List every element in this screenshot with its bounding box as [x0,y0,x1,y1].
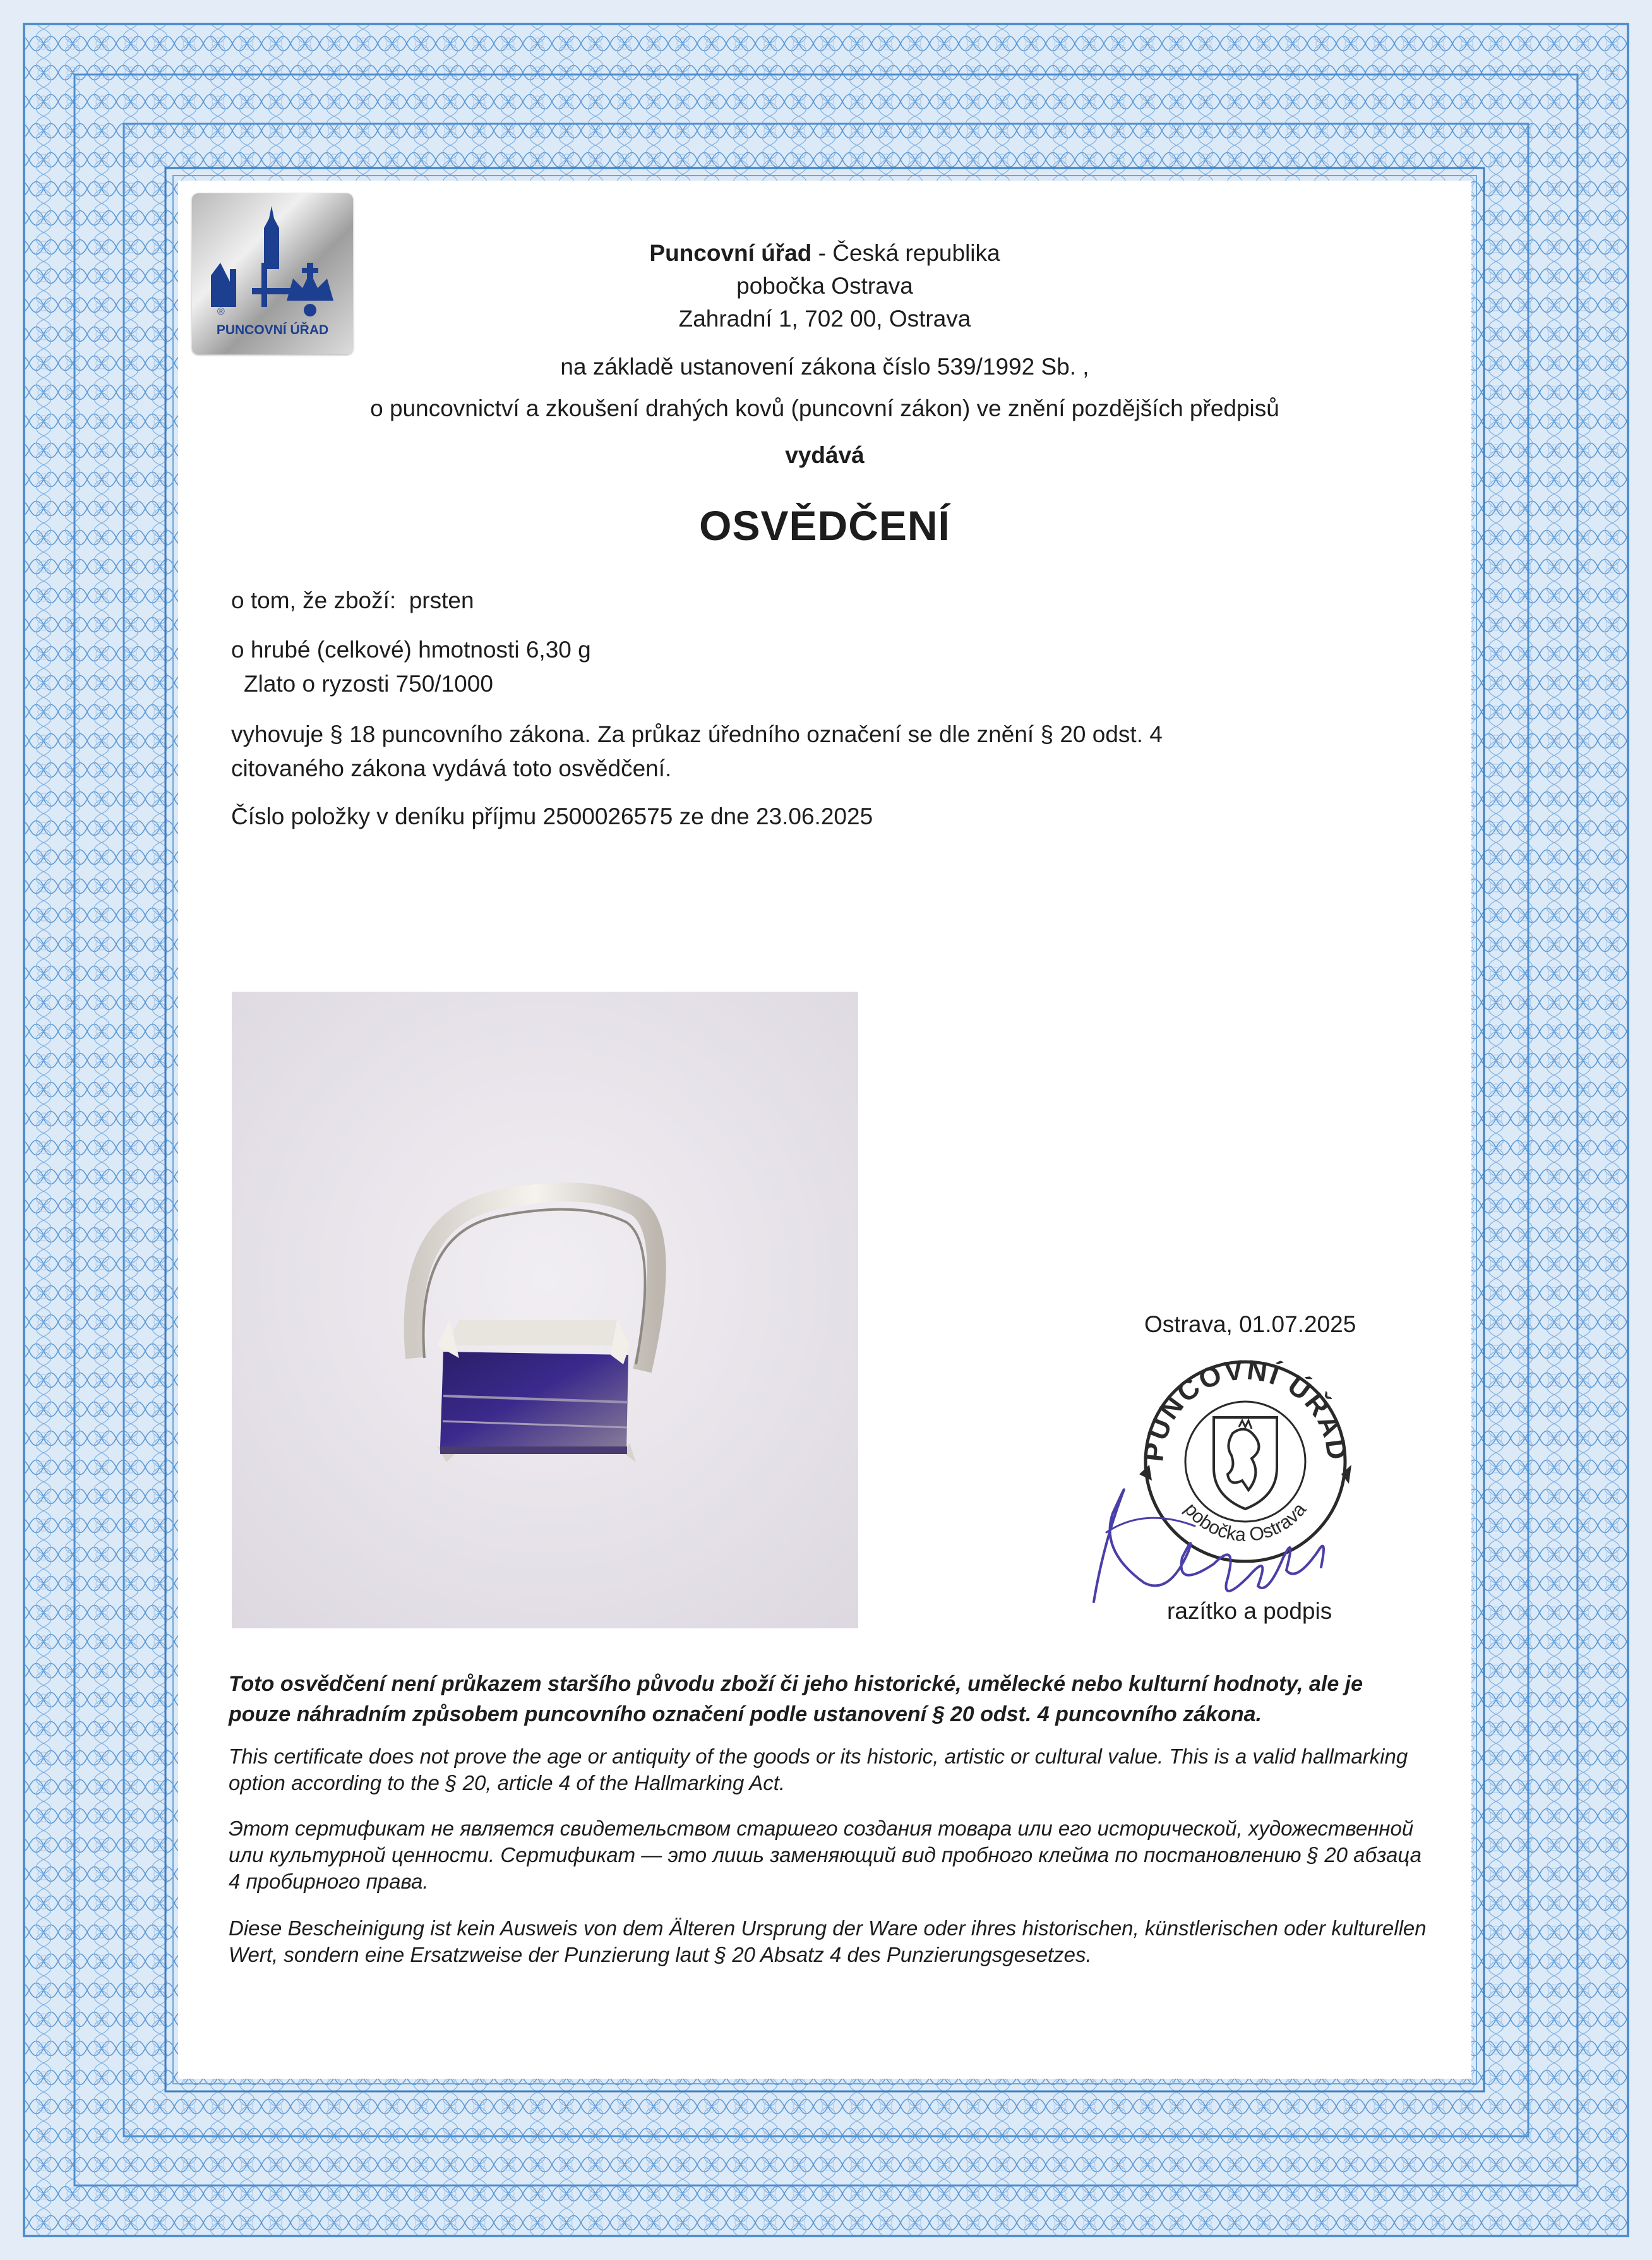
issuer-country: Česká republika [832,240,1000,266]
disclaimer-de: Diese Bescheinigung ist kein Ausweis von dem Älteren Ursprung der Ware oder ihres historischen, künstlerischen oder kulturellen Wert, sondern eine Ersatzweise der Punzierung laut § 20 Absatz 4 des Punzierungsgesetzes. [229,1916,1427,1966]
signature-label: razítko a podpis [1167,1598,1332,1624]
disclaimer-en: This certificate does not prove the age or antiquity of the goods or its historic, artistic or cultural value. This is a valid hallmarking option according to the § 20, article 4 of the Hallmarking Act. [229,1745,1408,1794]
issuer-branch: pobočka Ostrava [736,273,913,299]
logo-text: PUNCOVNÍ ÚŘAD [216,323,329,337]
compliance-line-1: vyhovuje § 18 puncovního zákona. Za průkaz úředního označení se dle znění § 20 odst. 4 [231,721,1163,747]
weight-line: o hrubé (celkové) hmotnosti 6,30 g [231,637,591,663]
legal-basis-line-2: o puncovnictví a zkoušení drahých kovů (puncovní zákon) ve znění pozdějších předpisů [370,395,1279,421]
signature [1068,1457,1359,1621]
svg-text:®: ® [217,306,225,317]
stamp-top-text: PUNCOVNÍ ÚŘAD [1138,1354,1353,1464]
goods-value: prsten [409,587,474,613]
issuer-line [178,240,1471,267]
document-title: OSVĚDČENÍ [699,502,950,549]
compliance-line-2: citovaného zákona vydává toto osvědčení. [231,755,672,781]
ring-photo [232,992,858,1628]
goods-line [231,587,474,614]
disclaimer-cs: Toto osvědčení není průkazem staršího původu zboží či jeho historické, umělecké nebo kulturní hodnoty, ale je pouze náhradním způsobem puncovního označení podle ustanovení § 20 odst. 4 puncovního zákona. [229,1672,1363,1726]
certificate-paper [178,181,1471,2079]
record-line: Číslo položky v deníku příjmu 2500026575 ze dne 23.06.2025 [231,803,873,829]
stamp-bottom-text: pobočka Ostrava [1180,1499,1310,1546]
goods-label: o tom, že zboží: [231,587,397,613]
issuer-address: Zahradní 1, 702 00, Ostrava [678,306,971,332]
issuer-separator: - [811,240,833,266]
issues-label: vydává [785,442,865,468]
disclaimer-ru: Этот сертификат не является свидетельством старшего создания товара или его исторической, художественной или культурной ценности. Сертификат — это лишь заменяющий вид пробного клейма по постановлению § 20 абзаца 4 пробирного права. [229,1817,1422,1893]
fineness-line: Zlato o ryzosti 750/1000 [244,671,493,697]
issuer-office: Puncovní úřad [649,240,812,266]
legal-basis-line-1: na základě ustanovení zákona číslo 539/1992 Sb. , [560,354,1089,380]
place-date: Ostrava, 01.07.2025 [1144,1311,1356,1337]
